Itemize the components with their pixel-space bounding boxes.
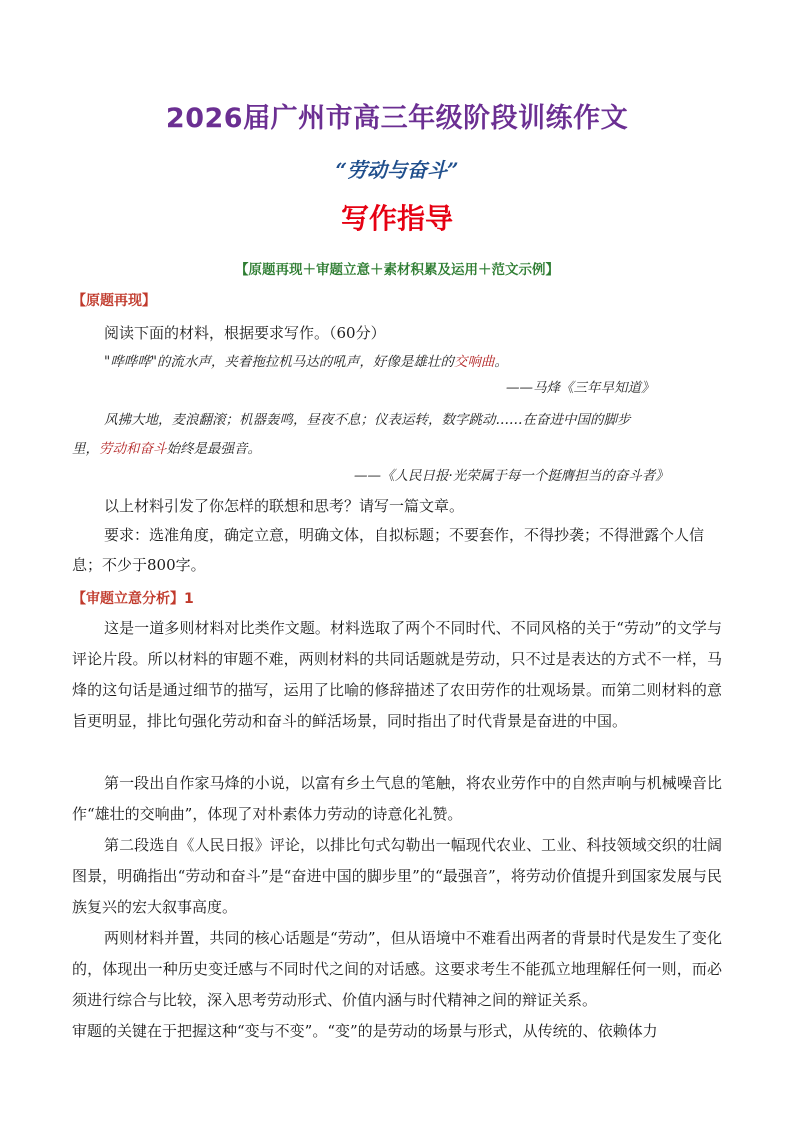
quote-2-text: 里， [72,441,99,457]
section-label-original: 【原题再现】 [72,293,156,309]
document-title: 2026届广州市高三年级阶段训练作文 [165,103,629,134]
quote-1-highlight: 交响曲 [453,354,495,370]
quote-2-highlight: 劳动和奋斗 [99,441,167,457]
analysis-paragraph-2: 第一段出自作家马烽的小说，以富有乡土气息的笔触，将农业劳作中的自然声响与机械噪音比作“雄壮的交响曲”，体现了对朴素体力劳动的诗意化礼赞。 [72,774,722,823]
quote-1-text: "哗哗哗"的流水声，夹着拖拉机马达的吼声，好像是雄壮的 [104,354,454,370]
quote-2-source: ——《人民日报·光荣属于每一个挺膺担当的奋斗者》 [354,468,669,484]
analysis-paragraph-4: 两则材料并置，共同的核心话题是“劳动”，但从语境中不难看出两者的背景时代是发生了变化的，体现出一种历史变迁感与不同时代之间的对话感。这要求考生不能孤立地理解任何一则，而必须进行综合与比较，深入思考劳动形式、价值内涵与时代精神之间的辩证关系。 [72,929,722,1009]
section-label-analysis: 【审题立意分析】1 [72,591,194,607]
quote-1-source: ——马烽《三年早知道》 [506,380,655,396]
requirements-text: 要求：选准角度，确定立意，明确文体，自拟标题；不要套作，不得抄袭；不得泄露个人信息；不少于800字。 [72,526,705,574]
analysis-paragraph-3: 第二段选自《人民日报》评论，以排比句式勾勒出一幅现代农业、工业、科技领域交织的壮阔图景，明确指出“劳动和奋斗”是“奋进中国的脚步里”的“最强音”，将劳动价值提升到国家发展与民族复兴的宏大叙事高度。 [72,836,722,916]
quote-1-end: 。 [494,354,508,370]
content-tagline: 【原题再现＋审题立意＋素材积累及运用＋范文示例】 [235,262,559,278]
instruction-text: 阅读下面的材料，根据要求写作。（60分） [104,324,386,342]
analysis-paragraph-1: 这是一道多则材料对比类作文题。材料选取了两个不同时代、不同风格的关于“劳动”的文学与评论片段。所以材料的审题不难，两则材料的共同话题就是劳动，只不过是表达的方式不一样，马烽的这句话是通过细节的描写，运用了比喻的修辞描述了农田劳作的壮观场景。而第二则材料的意旨更明显，排比句强化劳动和奋斗的鲜活场景，同时指出了时代背景是奋进的中国。 [72,619,722,730]
quote-1 [104,347,724,377]
guide-heading: 写作指导 [340,202,453,235]
document-subtitle: “劳动与奋斗” [335,158,459,182]
prompt-text: 以上材料引发了你怎样的联想和思考？请写一篇文章。 [104,497,465,515]
quote-2-line-1: 风拂大地，麦浪翻滚；机器轰鸣，昼夜不息；仪表运转，数字跳动……在奋进中国的脚步 [104,412,631,428]
quote-2-end: 始终是最强音。 [166,441,261,457]
analysis-paragraph-5: 审题的关键在于把握这种“变与不变”。“变”的是劳动的场景与形式，从传统的、依赖体力 [72,1022,658,1040]
quote-2-line-2 [72,434,692,464]
